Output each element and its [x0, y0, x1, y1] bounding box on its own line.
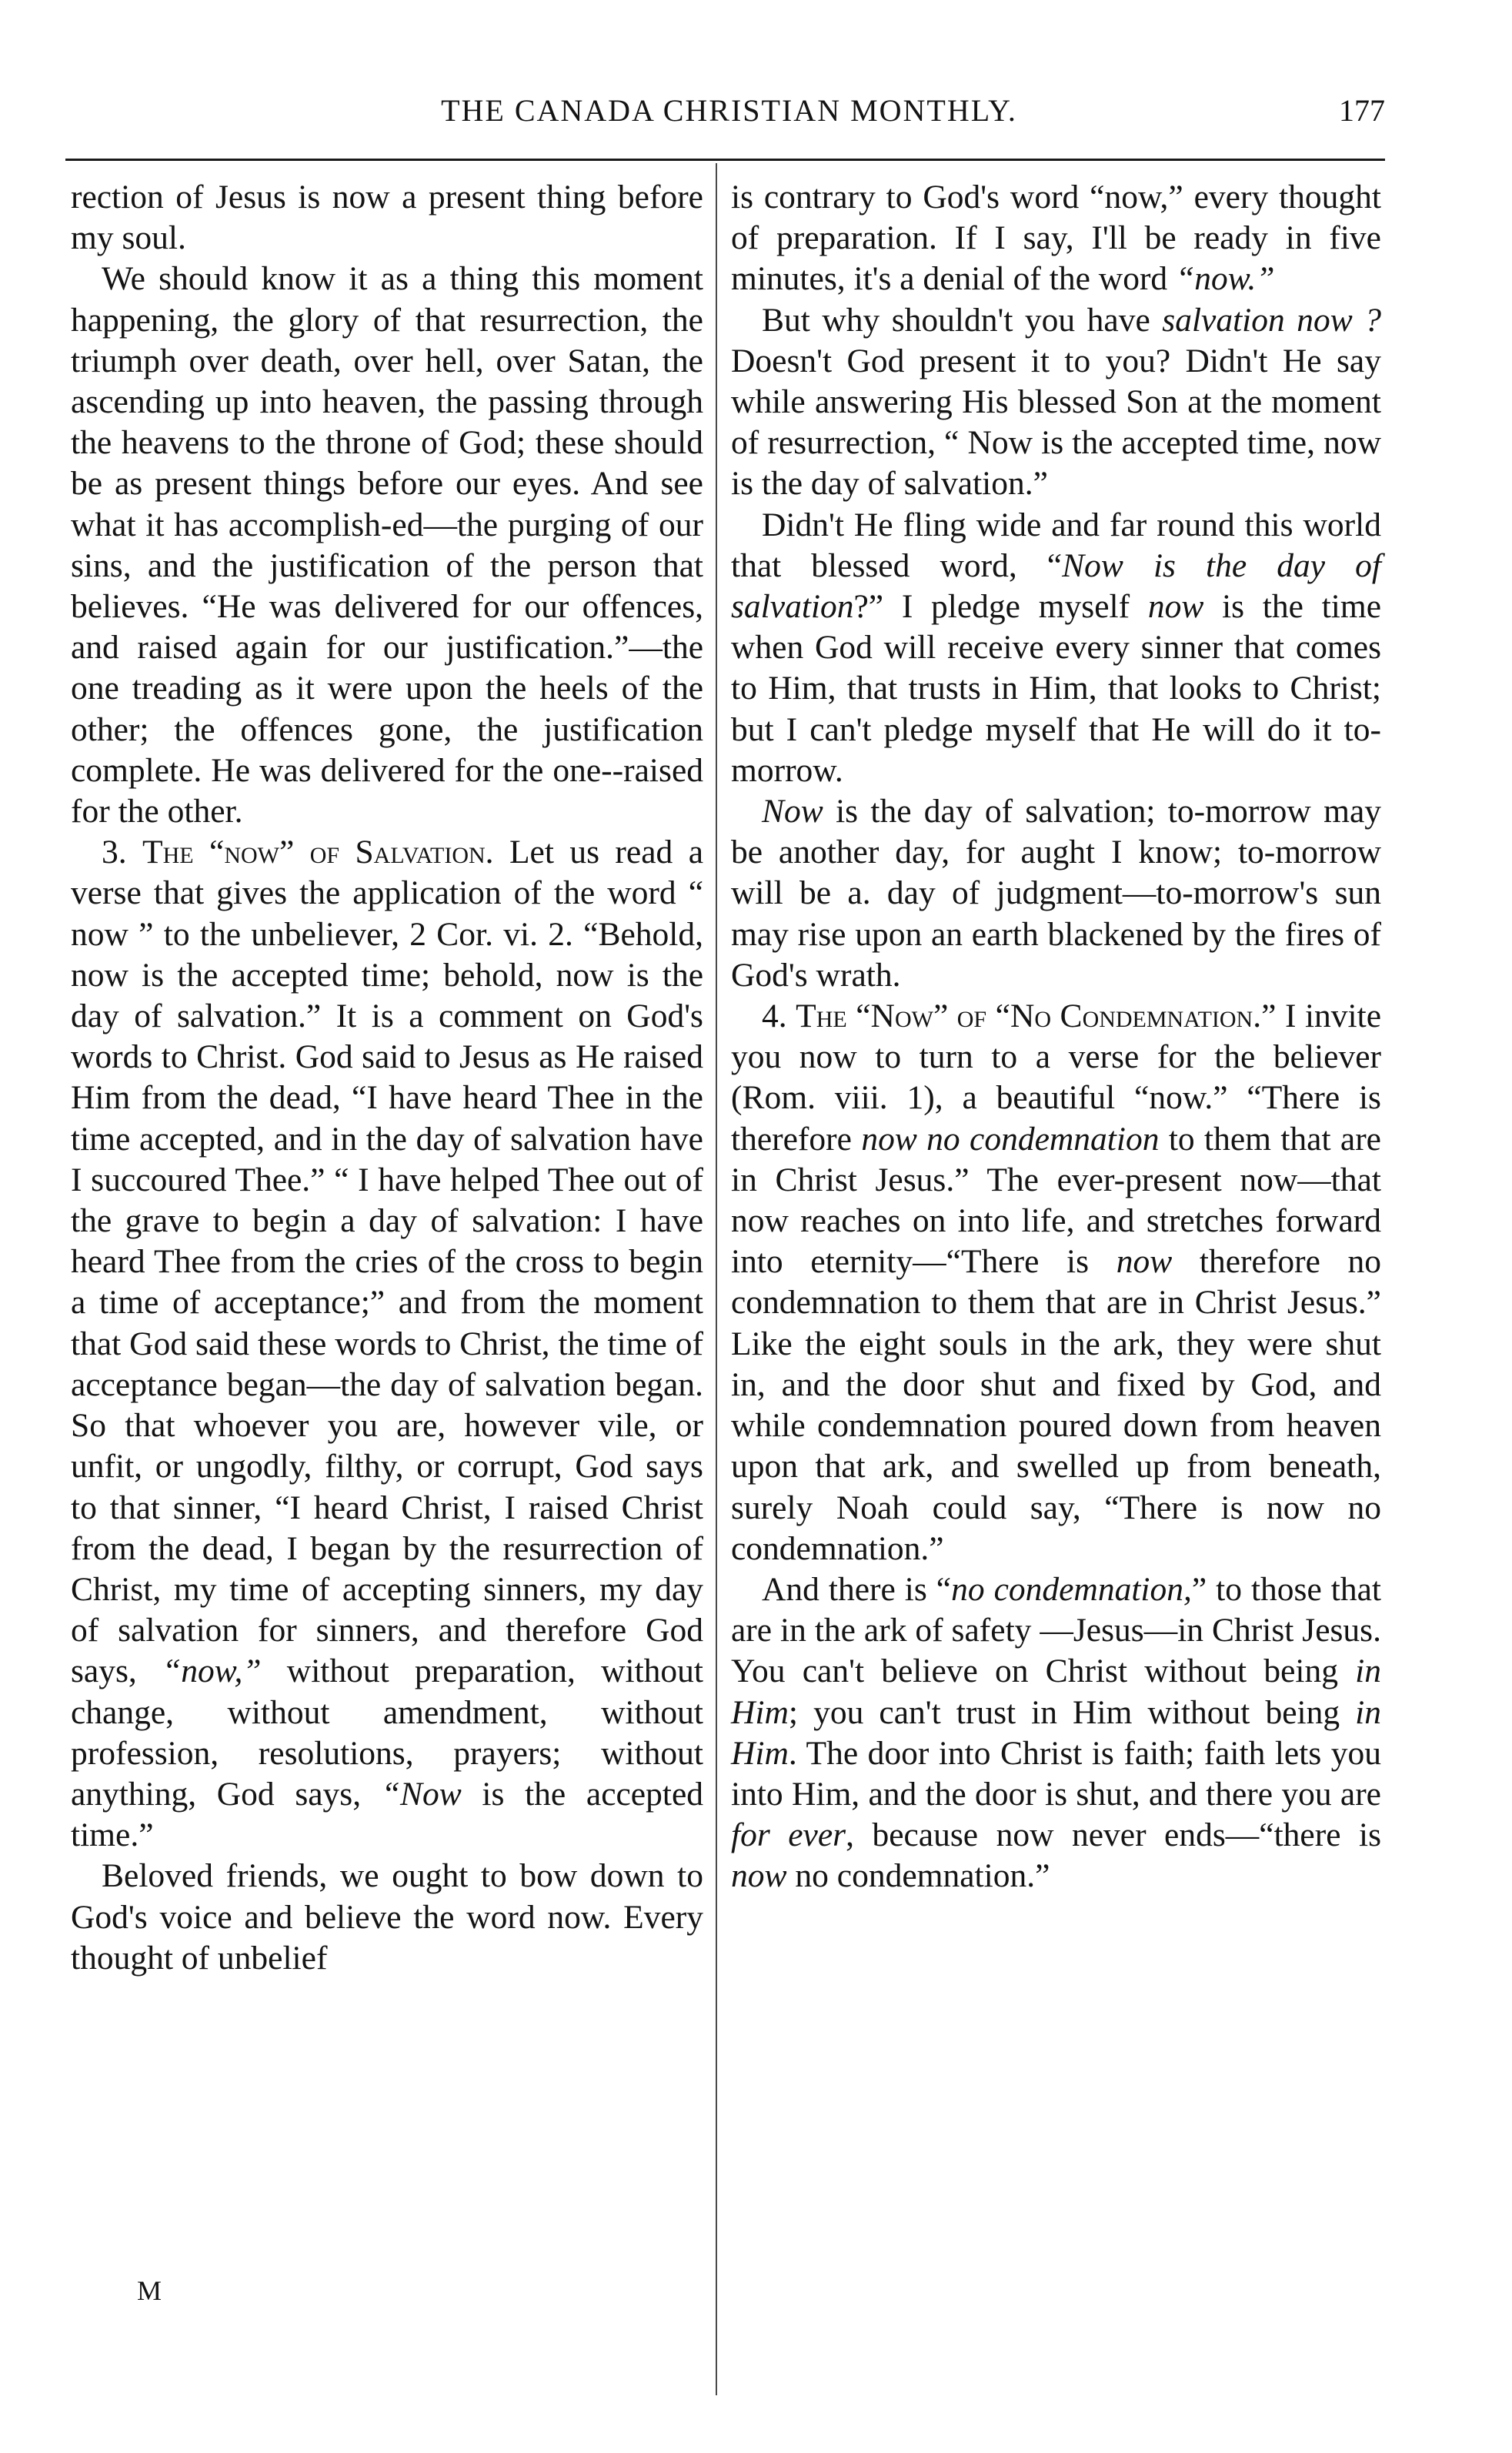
- paragraph-text: But why shouldn't you have: [762, 301, 1150, 339]
- paragraph-text: , because now never ends—“there is: [846, 1816, 1381, 1854]
- emphasis-text: Now: [762, 793, 823, 830]
- emphasis-text: now: [1116, 1243, 1173, 1281]
- emphasis-text: in Him: [731, 1653, 1381, 1731]
- emphasis-text: salvation now ?: [1162, 301, 1381, 339]
- section-heading: The “Now” of “No Condemnation.”: [796, 998, 1277, 1035]
- paragraph-text: therefore no condemnation to them that are in Christ Jesus.” Like the eight souls in the ark, they were shut in, and the door shut and fixed by God, and while condemnation poured down from heaven upon that ark, and swelled up from beneath, surely Noah could say, “There is now no condemnation.”: [731, 1243, 1382, 1567]
- paragraph-text: ; you can't trust in Him without being: [788, 1693, 1340, 1731]
- paragraph-text: is the time when God will receive every sinner that comes to Him, that trusts in Him, that looks to Christ; but I can't pledge myself that He will do it to-morrow.: [731, 588, 1382, 789]
- paragraph: [71, 177, 703, 259]
- emphasis-text: now no condemnation: [861, 1120, 1160, 1158]
- section-heading: The “now” of Salvation.: [142, 834, 494, 871]
- emphasis-text: Now is the day of salvation: [731, 546, 1381, 626]
- paragraph-text: is contrary to God's word “now,” every thought of preparation. If I say, I'll be ready in five minutes, it's a denial of the word: [731, 179, 1381, 298]
- paragraph-text: . The door into Christ is faith; faith lets you into Him, and the door is shut, and there you are: [731, 1734, 1381, 1813]
- emphasis-text: now: [1147, 588, 1204, 626]
- section-number: 4.: [762, 998, 787, 1035]
- paragraph: [731, 505, 1381, 791]
- emphasis-text: for ever: [731, 1816, 846, 1854]
- column-divider: [716, 163, 717, 2395]
- paragraph-text: ?” I pledge myself: [853, 588, 1130, 626]
- signature-mark: M: [137, 2275, 162, 2306]
- section-4-paragraph: [731, 996, 1381, 1569]
- paragraph-text: no condemnation.”: [795, 1857, 1050, 1895]
- paragraph-text: Let us read a verse that gives the application of the word “ now ” to the unbeliever, 2 Cor. vi. 2. “Behold, now is the accepted time; behold, now is the day of salvation.” It is a comment on God's words to Christ. God said to Jesus as He raised Him from the dead, “I have heard Thee in the time accepted, and in the day of salvation have I succoured Thee.” “ I have helped Thee out of the grave to begin a day of salvation: I have heard Thee from the cries of the cross to begin a time of acceptance;” and from the moment that God said these words to Christ, the time of acceptance began—the day of salvation began. So that whoever you are, however vile, or unfit, or ungodly, filthy, or corrupt, God says to that sinner, “I heard Christ, I raised Christ from the dead, I began by the resurrection of Christ, my time of accepting sinners, my day of salvation for sinners, and therefore God says,: [71, 834, 704, 1690]
- paragraph: [731, 1569, 1381, 1897]
- emphasis-text: no condemnation,: [951, 1570, 1192, 1608]
- journal-title: THE CANADA CHRISTIAN MONTHLY.: [441, 93, 1017, 128]
- paragraph-text: I invite you now to turn to a verse for the believer (Rom. viii. 1), a beautiful “now.” “There is therefore: [731, 998, 1382, 1158]
- paragraph: [71, 1856, 703, 1979]
- running-header: [73, 92, 1385, 146]
- header-rule: [65, 159, 1385, 161]
- emphasis-text: “now.”: [1176, 260, 1275, 298]
- paragraph-text: rection of Jesus is now a present thing before my soul.: [71, 179, 703, 257]
- paragraph-text: We should know it as a thing this moment happening, the glory of that resurrection, the triumph over death, over hell, over Satan, the ascending up into heaven, the passing through the heavens to the throne of God; these should be as present things before our eyes. And see what it has accomplish-ed—the purging of our sins, and the justification of the person that believes. “He was delivered for our offences, and raised again for our justification.”—the one treading as it were upon the heels of the other; the offences gone, the justification complete. He was delivered for the one--raised for the other.: [71, 260, 703, 830]
- paragraph-text: without preparation, without change, without amendment, without profession, resolutions, prayers; without anything, God says,: [71, 1653, 703, 1813]
- emphasis-text: now: [731, 1857, 787, 1895]
- emphasis-text: “Now: [381, 1775, 462, 1813]
- paragraph: [731, 791, 1381, 996]
- paragraph: [731, 300, 1381, 505]
- paragraph-text: Beloved friends, we ought to bow down to God's voice and believe the word now. Every thought of unbelief: [71, 1857, 703, 1977]
- paragraph-text: Doesn't God present it to you? Didn't He say while answering His blessed Son at the moment of resurrection, “ Now is the accepted time, now is the day of salvation.”: [731, 342, 1381, 503]
- paragraph-text: Didn't He fling wide and far round this world that blessed word, “: [731, 506, 1381, 584]
- left-column: [71, 177, 703, 1979]
- paragraph: [731, 177, 1381, 300]
- paragraph-text: ” to those that are in the ark of safety —Jesus—in Christ Jesus. You can't believe on Christ without being: [731, 1570, 1381, 1690]
- paragraph-text: And there is “: [762, 1570, 952, 1608]
- emphasis-text: in Him: [731, 1693, 1382, 1772]
- paragraph-text: to them that are in Christ Jesus.” The ever-present now—that now reaches on into life, and stretches forward into eternity—“There is: [731, 1120, 1381, 1281]
- page-number: 177: [1339, 93, 1385, 128]
- section-number: 3.: [102, 834, 127, 871]
- emphasis-text: “now,”: [162, 1653, 262, 1690]
- right-column: [731, 177, 1381, 1897]
- paragraph: [71, 259, 703, 832]
- paragraph-text: is the accepted time.”: [71, 1775, 704, 1854]
- section-3-paragraph: [71, 832, 703, 1856]
- paragraph-text: is the day of salvation; to-morrow may be another day, for aught I know; to-morrow will be a. day of judgment—to-morrow's sun may rise upon an earth blackened by the fires of God's wrath.: [731, 793, 1381, 994]
